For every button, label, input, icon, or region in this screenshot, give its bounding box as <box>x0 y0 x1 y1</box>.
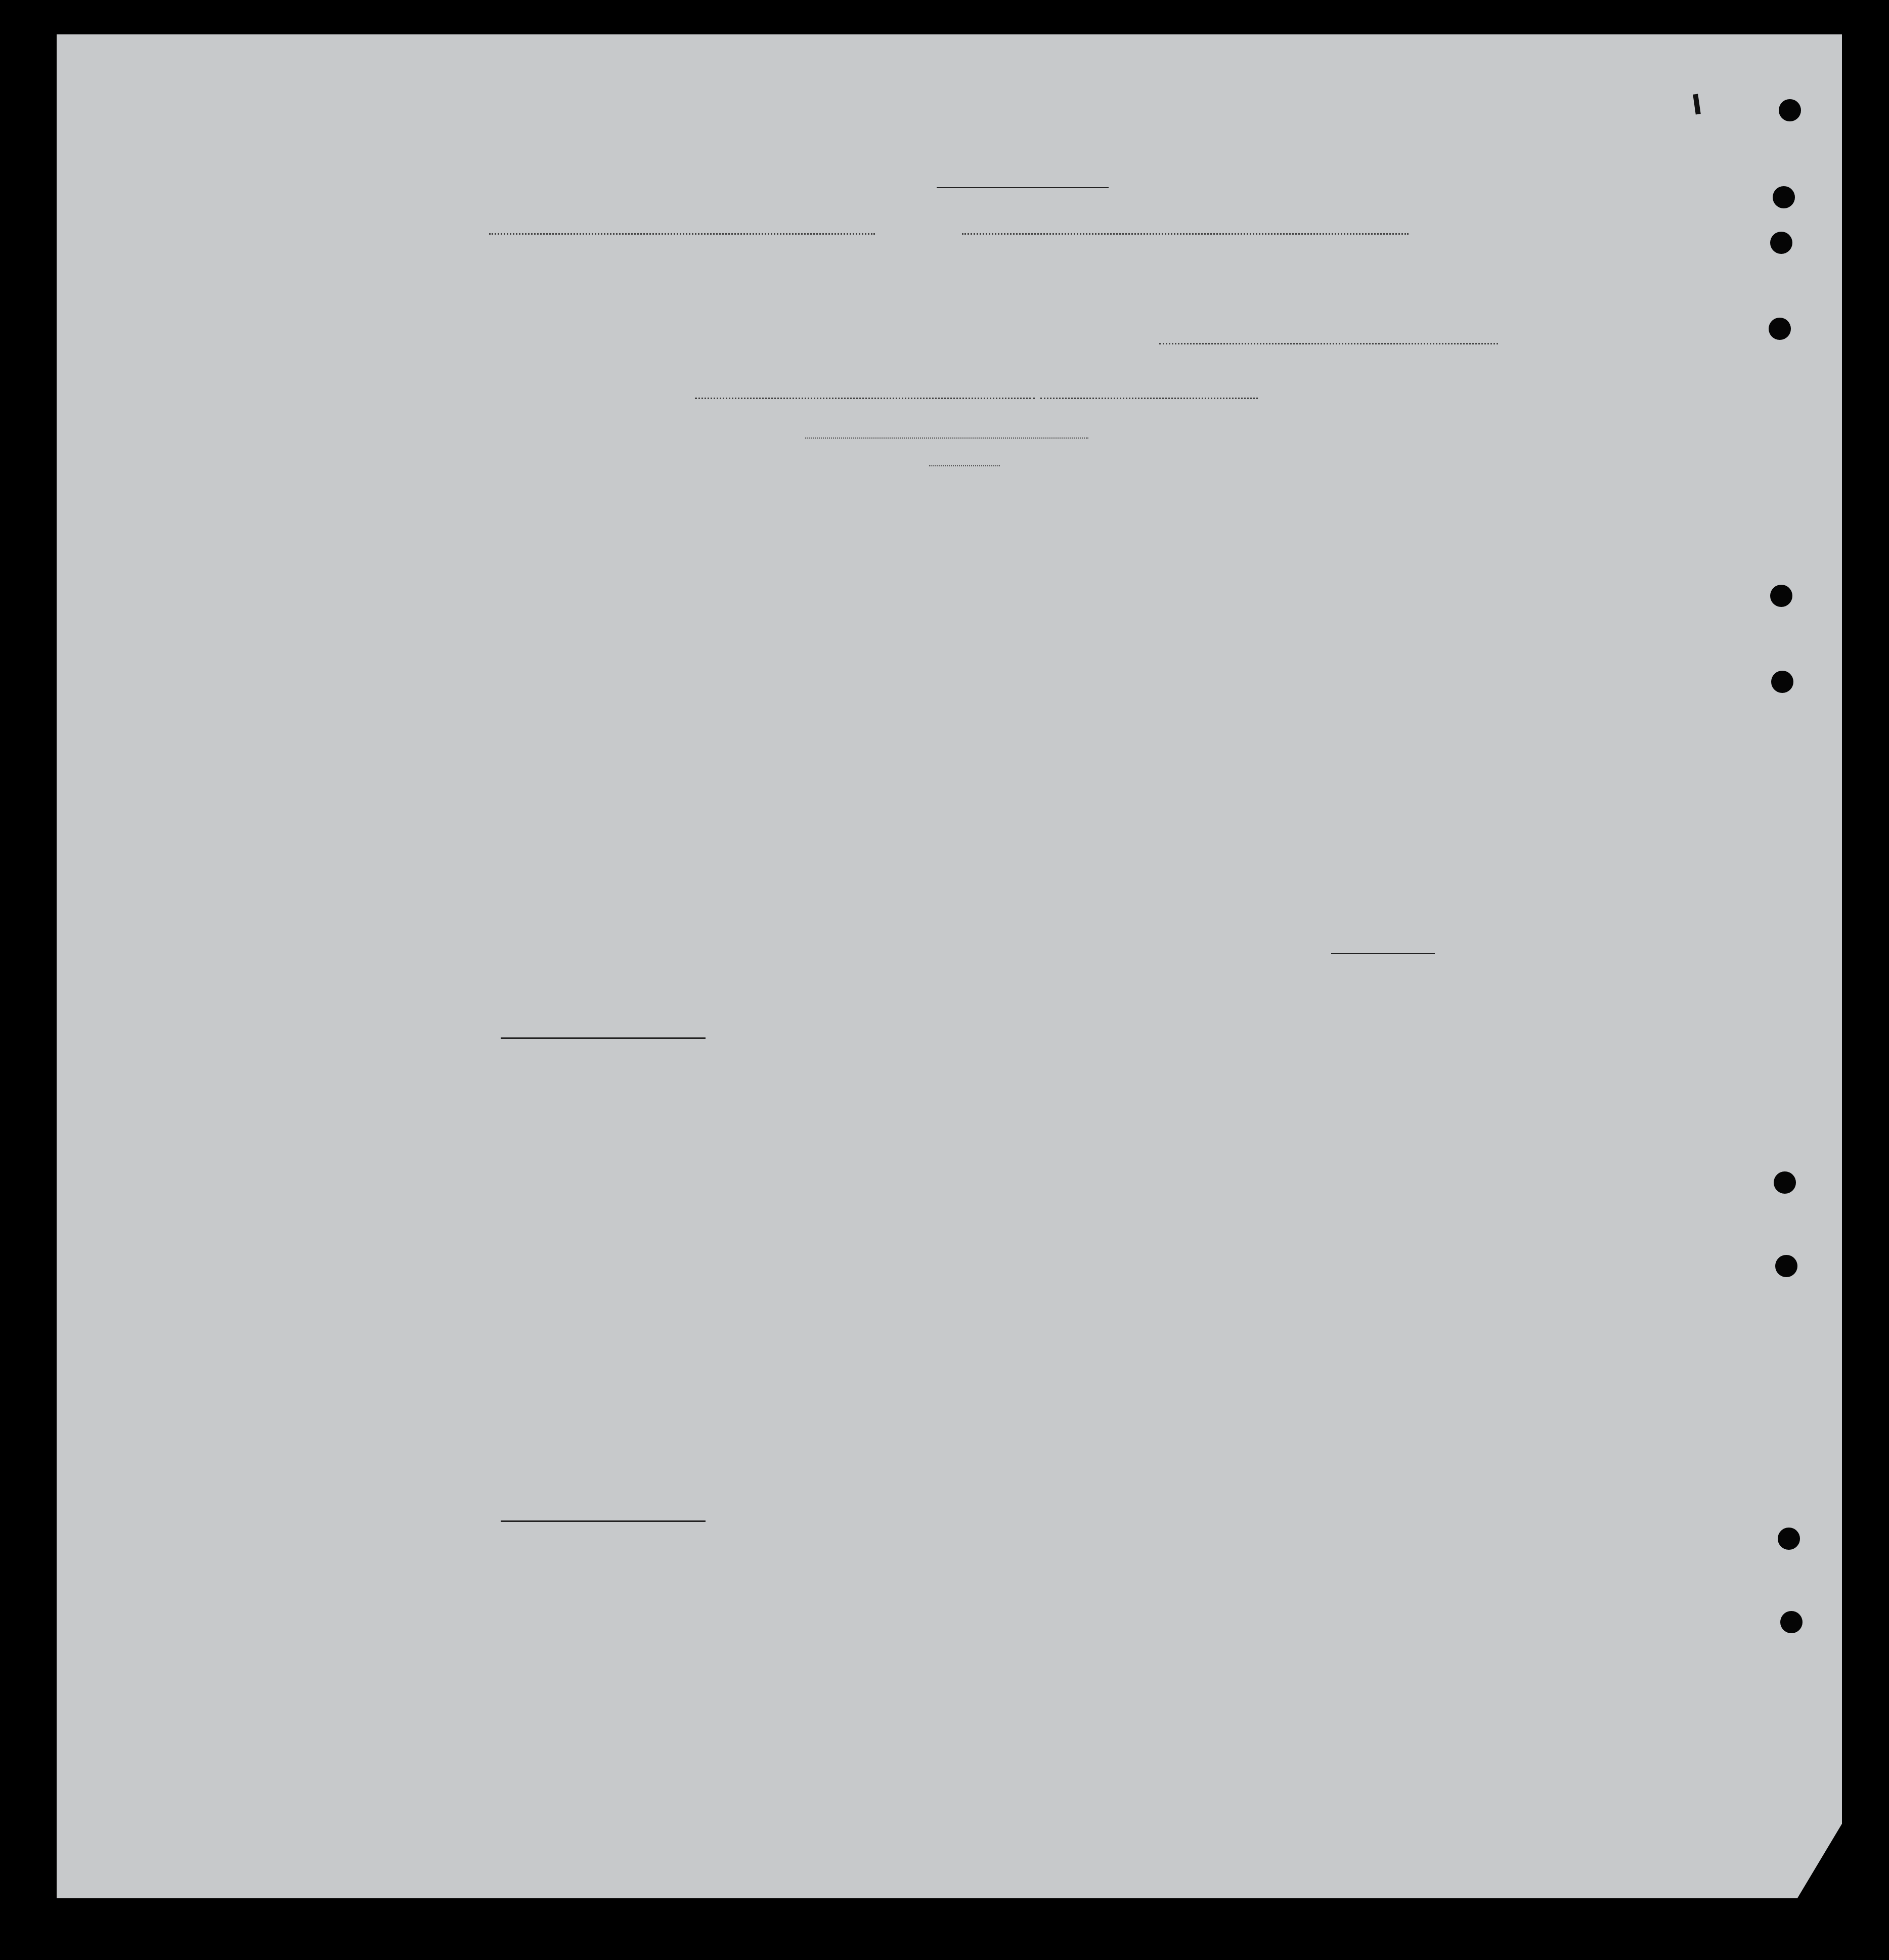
binder-hole <box>1770 585 1792 607</box>
binder-hole <box>1770 232 1792 254</box>
vessel-dotline <box>962 233 1409 235</box>
document-sheet <box>57 34 1842 1898</box>
binder-hole <box>1773 186 1795 208</box>
binder-hole <box>1778 1528 1800 1550</box>
notice-divider <box>501 1037 706 1039</box>
sworn-month-dotline <box>1040 398 1258 399</box>
sworn-day-dotline <box>695 398 1035 399</box>
signer-dotline <box>489 233 875 235</box>
act-divider <box>501 1520 706 1522</box>
binder-hole <box>1774 1171 1796 1194</box>
binder-hole <box>1780 1611 1803 1633</box>
inspector-dotline <box>805 438 1088 439</box>
vessel-top-rule <box>937 187 1109 188</box>
binder-hole <box>1771 671 1793 693</box>
corner-mark <box>1693 94 1700 114</box>
binder-hole <box>1779 99 1801 121</box>
binder-hole <box>1775 1255 1797 1277</box>
binder-hole <box>1769 318 1791 340</box>
signature-dotline <box>1159 343 1498 344</box>
races-divider <box>1331 953 1435 954</box>
inspector-short-dotline <box>929 465 1000 466</box>
